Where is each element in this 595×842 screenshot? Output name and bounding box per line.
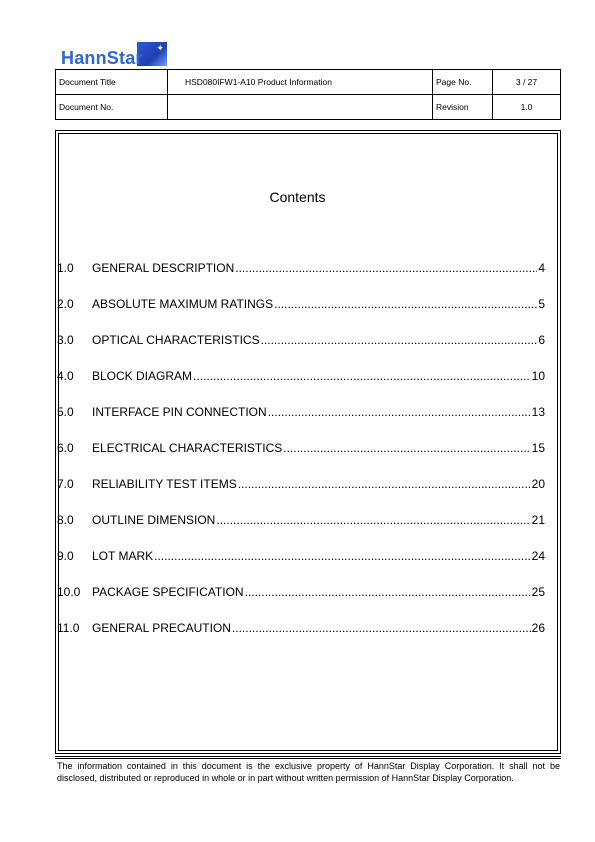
toc-title: PACKAGE SPECIFICATION <box>92 585 244 599</box>
toc-entry[interactable] <box>57 477 545 513</box>
doc-no-value <box>168 95 433 120</box>
toc-number: 1.0 <box>57 261 74 275</box>
toc-leader <box>232 621 531 635</box>
sparkle-icon: ✦ <box>156 43 164 53</box>
toc-title: OUTLINE DIMENSION <box>92 513 216 527</box>
footer-divider <box>55 758 561 759</box>
toc-page: 20 <box>531 477 545 491</box>
toc-number: 10.0 <box>57 585 81 599</box>
toc-number: 3.0 <box>57 333 74 347</box>
revision-label: Revision <box>433 95 493 120</box>
toc-entry[interactable] <box>57 333 545 369</box>
toc-leader <box>274 297 537 311</box>
toc-page: 25 <box>531 585 545 599</box>
toc-title: ELECTRICAL CHARACTERISTICS <box>92 441 283 455</box>
toc-number: 11.0 <box>57 621 80 635</box>
toc-entry[interactable] <box>57 405 545 441</box>
page-no-label: Page No. <box>433 70 493 95</box>
toc-title: RELIABILITY TEST ITEMS <box>92 477 237 491</box>
doc-title-label: Document Title <box>56 70 168 95</box>
toc-title: GENERAL PRECAUTION <box>92 621 231 635</box>
toc-entry[interactable] <box>57 549 545 585</box>
toc-entry[interactable] <box>57 621 545 657</box>
logo-text: HannStar <box>61 48 143 68</box>
toc-number: 2.0 <box>57 297 74 311</box>
doc-no-label: Document No. <box>56 95 168 120</box>
confidentiality-notice: The information contained in this document is the exclusive property of HannStar Display Corporation. It shall not be disclosed, distributed or reproduced in whole or in part without written permission of HannStar Display Corporation. <box>57 761 560 783</box>
toc-page: 24 <box>531 549 545 563</box>
toc-leader <box>261 333 538 347</box>
toc-leader <box>216 513 530 527</box>
toc-page: 5 <box>538 297 545 311</box>
company-logo <box>55 42 167 70</box>
toc-leader <box>283 441 530 455</box>
toc-leader <box>235 261 537 275</box>
toc-leader <box>268 405 531 419</box>
document-header-table <box>55 69 561 120</box>
toc-title: BLOCK DIAGRAM <box>92 369 193 383</box>
toc-title: ABSOLUTE MAXIMUM RATINGS <box>92 297 274 311</box>
contents-heading: Contents <box>269 189 326 205</box>
footer-divider <box>55 756 561 757</box>
toc-page: 6 <box>538 333 545 347</box>
toc-leader <box>154 549 531 563</box>
toc-page: 15 <box>531 441 545 455</box>
doc-title-value: HSD080IFW1-A10 Product Information <box>168 70 433 95</box>
table-of-contents <box>57 261 545 657</box>
toc-leader <box>238 477 531 491</box>
toc-page: 26 <box>531 621 545 635</box>
toc-number: 8.0 <box>57 513 74 527</box>
toc-number: 9.0 <box>57 549 74 563</box>
revision-value: 1.0 <box>493 95 561 120</box>
toc-page: 10 <box>531 369 545 383</box>
toc-entry[interactable] <box>57 585 545 621</box>
toc-leader <box>193 369 531 383</box>
toc-page: 4 <box>538 261 545 275</box>
toc-title: OPTICAL CHARACTERISTICS <box>92 333 260 347</box>
toc-leader <box>245 585 531 599</box>
toc-page: 13 <box>531 405 545 419</box>
toc-title: LOT MARK <box>92 549 154 563</box>
toc-page: 21 <box>531 513 545 527</box>
toc-entry[interactable] <box>57 513 545 549</box>
toc-entry[interactable] <box>57 261 545 297</box>
toc-number: 7.0 <box>57 477 74 491</box>
toc-title: INTERFACE PIN CONNECTION <box>92 405 267 419</box>
toc-title: GENERAL DESCRIPTION <box>92 261 235 275</box>
toc-entry[interactable] <box>57 441 545 477</box>
toc-number: 4.0 <box>57 369 74 383</box>
toc-entry[interactable] <box>57 297 545 333</box>
toc-number: 6.0 <box>57 441 74 455</box>
toc-number: 5.0 <box>57 405 74 419</box>
toc-entry[interactable] <box>57 369 545 405</box>
page-no-value: 3 / 27 <box>493 70 561 95</box>
